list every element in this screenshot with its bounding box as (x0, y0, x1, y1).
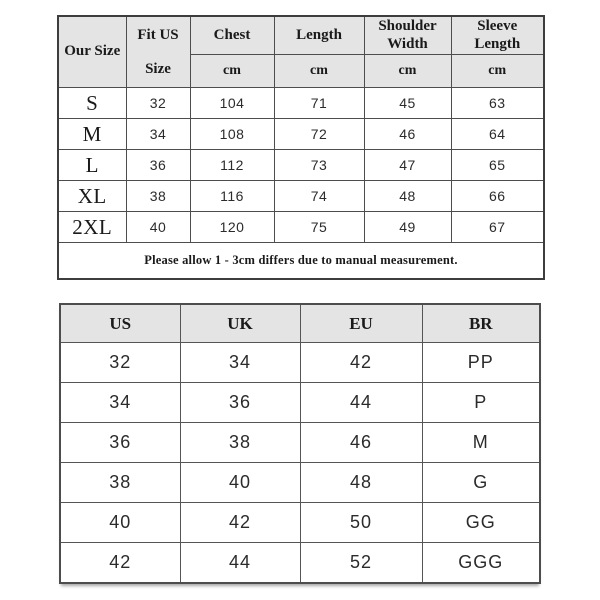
chest-value: 112 (190, 150, 274, 181)
size-conversion-table (59, 303, 541, 584)
size-label: L (58, 150, 126, 181)
br-value: M (422, 423, 540, 463)
length-value: 71 (274, 88, 364, 119)
sleeve-value: 66 (451, 181, 544, 212)
eu-value: 44 (300, 383, 422, 423)
sleeve-value: 65 (451, 150, 544, 181)
table-row (60, 503, 540, 543)
length-value: 75 (274, 212, 364, 243)
uk-value: 36 (180, 383, 300, 423)
shoulder-value: 45 (364, 88, 451, 119)
table-row (60, 383, 540, 423)
eu-value: 42 (300, 343, 422, 383)
eu-value: 50 (300, 503, 422, 543)
size-label: 2XL (58, 212, 126, 243)
col-header-eu: EU (300, 304, 422, 343)
shoulder-value: 49 (364, 212, 451, 243)
br-value: GGG (422, 543, 540, 584)
table-row (60, 463, 540, 503)
length-value: 74 (274, 181, 364, 212)
table-row-s (58, 88, 544, 119)
conversion-header-row (60, 304, 540, 343)
table-row-m (58, 119, 544, 150)
col-header-length: Length (274, 16, 364, 55)
unit-sleeve-length: cm (451, 55, 544, 88)
size-measurement-table (57, 15, 545, 280)
uk-value: 34 (180, 343, 300, 383)
shoulder-value: 46 (364, 119, 451, 150)
us-value: 38 (60, 463, 180, 503)
fit-us-value: 32 (126, 88, 190, 119)
fit-us-value: 40 (126, 212, 190, 243)
us-value: 36 (60, 423, 180, 463)
uk-value: 44 (180, 543, 300, 584)
uk-value: 40 (180, 463, 300, 503)
col-header-chest: Chest (190, 16, 274, 55)
us-value: 34 (60, 383, 180, 423)
size-table-header-row (58, 16, 544, 55)
length-value: 73 (274, 150, 364, 181)
uk-value: 38 (180, 423, 300, 463)
eu-value: 46 (300, 423, 422, 463)
fit-us-value: 34 (126, 119, 190, 150)
col-header-uk: UK (180, 304, 300, 343)
us-value: 40 (60, 503, 180, 543)
sleeve-value: 67 (451, 212, 544, 243)
chest-value: 108 (190, 119, 274, 150)
col-header-fit-us-size: Fit US Size (126, 16, 190, 88)
size-label: XL (58, 181, 126, 212)
br-value: PP (422, 343, 540, 383)
col-header-br: BR (422, 304, 540, 343)
fit-us-value: 36 (126, 150, 190, 181)
table-row-xl (58, 181, 544, 212)
table-row-l (58, 150, 544, 181)
chest-value: 104 (190, 88, 274, 119)
col-header-us: US (60, 304, 180, 343)
table-row-2xl (58, 212, 544, 243)
size-label: S (58, 88, 126, 119)
br-value: GG (422, 503, 540, 543)
us-value: 42 (60, 543, 180, 584)
sleeve-value: 64 (451, 119, 544, 150)
shoulder-value: 47 (364, 150, 451, 181)
col-header-sleeve-length: Sleeve Length (451, 16, 544, 55)
sleeve-value: 63 (451, 88, 544, 119)
length-value: 72 (274, 119, 364, 150)
size-label: M (58, 119, 126, 150)
br-value: G (422, 463, 540, 503)
measurement-note-row (58, 243, 544, 280)
unit-length: cm (274, 55, 364, 88)
chest-value: 120 (190, 212, 274, 243)
col-header-shoulder-width: Shoulder Width (364, 16, 451, 55)
table-row (60, 543, 540, 584)
unit-shoulder-width: cm (364, 55, 451, 88)
unit-chest: cm (190, 55, 274, 88)
chest-value: 116 (190, 181, 274, 212)
uk-value: 42 (180, 503, 300, 543)
col-header-our-size: Our Size (58, 16, 126, 88)
br-value: P (422, 383, 540, 423)
eu-value: 52 (300, 543, 422, 584)
fit-us-value: 38 (126, 181, 190, 212)
eu-value: 48 (300, 463, 422, 503)
shoulder-value: 48 (364, 181, 451, 212)
table-row (60, 343, 540, 383)
us-value: 32 (60, 343, 180, 383)
measurement-note: Please allow 1 - 3cm differs due to manual measurement. (58, 243, 544, 280)
table-row (60, 423, 540, 463)
